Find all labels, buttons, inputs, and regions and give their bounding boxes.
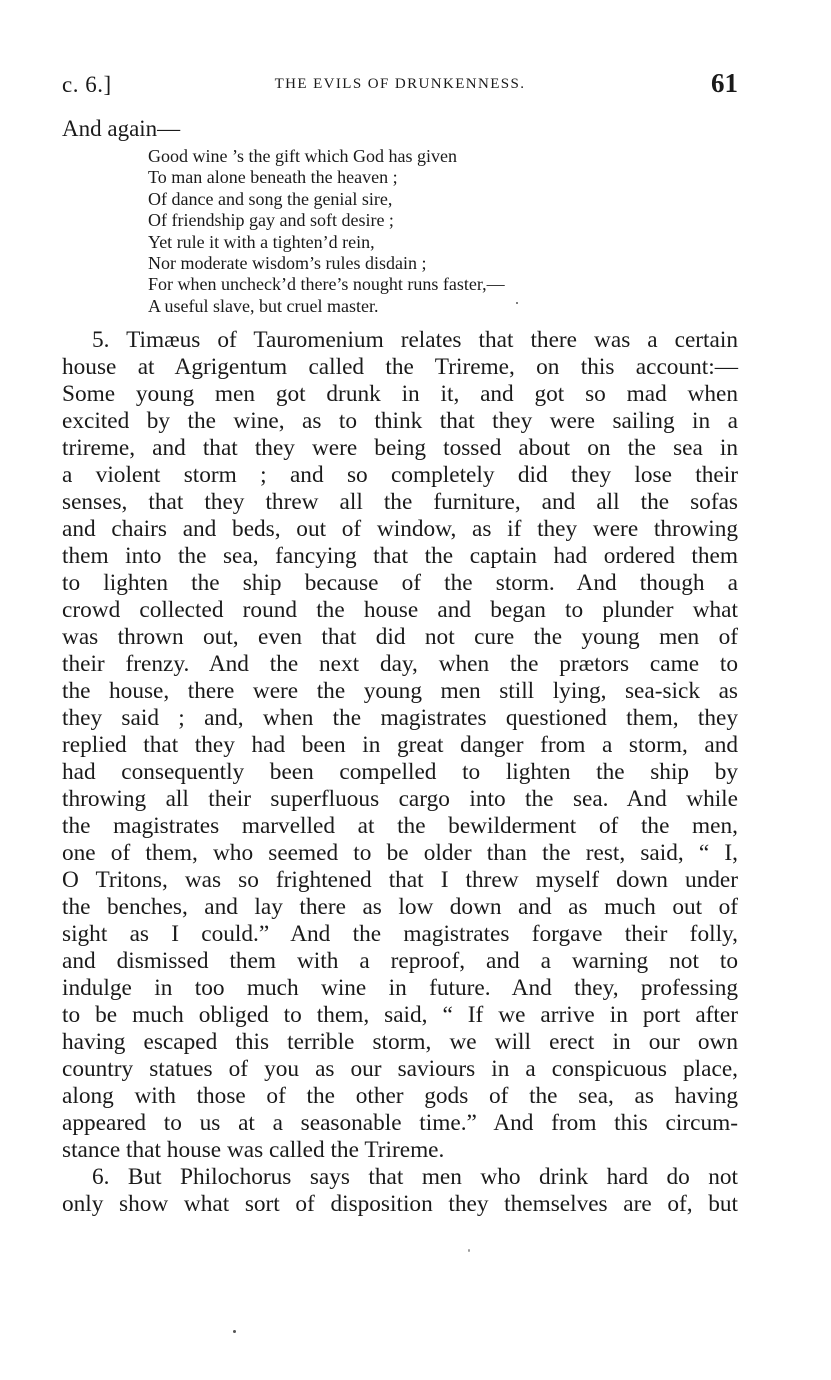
chapter-reference: c. 6.] — [62, 72, 112, 97]
text-line: the benches, and lay there as low down and as much out of — [62, 894, 738, 920]
verse-line: To man alone beneath the heaven ; — [148, 167, 398, 188]
verse-line: A useful slave, but cruel master. — [148, 295, 379, 316]
text-line: one of them, who seemed to be older than the rest, said, “ I, — [62, 840, 738, 866]
text-line: their frenzy. And the next day, when the prætors came to — [62, 651, 738, 677]
text-line: they said ; and, when the magistrates questioned them, they — [62, 705, 738, 731]
text-line: indulge in too much wine in future. And they, professing — [62, 975, 738, 1001]
print-speck — [468, 1249, 470, 1252]
text-line: and chairs and beds, out of window, as if they were throwing — [62, 516, 738, 542]
text-line: Some young men got drunk in it, and got so mad when — [62, 381, 738, 407]
verse-line: Of dance and song the genial sire, — [148, 188, 393, 209]
paragraph-6 — [62, 1164, 738, 1218]
text-line: country statues of you as our saviours in a conspicuous place, — [62, 1056, 738, 1082]
verse-line: Yet rule it with a tighten’d rein, — [148, 231, 375, 252]
print-speck — [516, 302, 518, 304]
verse-line: Nor moderate wisdom’s rules disdain ; — [148, 253, 427, 274]
print-speck — [233, 1330, 236, 1333]
text-line: throwing all their superfluous cargo into the sea. And while — [62, 786, 738, 812]
page-number: 61 — [711, 68, 738, 98]
body-text — [62, 327, 738, 1218]
text-line: appeared to us at a seasonable time.” And from this circum- — [62, 1110, 738, 1136]
text-line: was thrown out, even that did not cure the young men of — [62, 624, 738, 650]
text-line: along with those of the other gods of the sea, as having — [62, 1083, 738, 1109]
text-line: only show what sort of disposition they themselves are of, but — [62, 1191, 738, 1217]
paragraph-5 — [62, 327, 738, 1164]
text-line: senses, that they threw all the furniture, and all the sofas — [62, 489, 738, 515]
verse-line: For when uncheck’d there’s nought runs faster,— — [148, 274, 505, 295]
verse-line: Of friendship gay and soft desire ; — [148, 210, 394, 231]
text-line: excited by the wine, as to think that they were sailing in a — [62, 408, 738, 434]
text-line: had consequently been compelled to lighten the ship by — [62, 759, 738, 785]
text-line: replied that they had been in great danger from a storm, and — [62, 732, 738, 758]
text-line: to be much obliged to them, said, “ If we arrive in port after — [62, 1002, 738, 1028]
text-line: O Tritons, was so frightened that I threw myself down under — [62, 867, 738, 893]
verse-line: Good wine ’s the gift which God has given — [148, 146, 457, 166]
intro-line: And again— — [62, 116, 181, 141]
text-line: the magistrates marvelled at the bewilderment of the men, — [62, 813, 738, 839]
text-line: the house, there were the young men still lying, sea-sick as — [62, 678, 738, 704]
running-title: THE EVILS OF DRUNKENNESS. — [274, 76, 526, 92]
text-line: to lighten the ship because of the storm. And though a — [62, 570, 738, 596]
text-line: trireme, and that they were being tossed about on the sea in — [62, 435, 738, 461]
text-line: them into the sea, fancying that the captain had ordered them — [62, 543, 738, 569]
text-line: house at Agrigentum called the Trireme, on this account:— — [62, 354, 738, 380]
text-line: having escaped this terrible storm, we will erect in our own — [62, 1029, 738, 1055]
text-line: 5. Timæus of Tauromenium relates that there was a certain — [92, 327, 738, 353]
text-line: and dismissed them with a reproof, and a warning not to — [62, 948, 738, 974]
text-line: sight as I could.” And the magistrates forgave their folly, — [62, 921, 738, 947]
text-line: 6. But Philochorus says that men who drink hard do not — [92, 1164, 738, 1190]
text-line: stance that house was called the Trireme. — [62, 1137, 445, 1163]
running-head — [62, 66, 738, 98]
verse-quotation — [148, 146, 505, 317]
text-line: crowd collected round the house and began to plunder what — [62, 597, 738, 623]
text-line: a violent storm ; and so completely did they lose their — [62, 462, 738, 488]
